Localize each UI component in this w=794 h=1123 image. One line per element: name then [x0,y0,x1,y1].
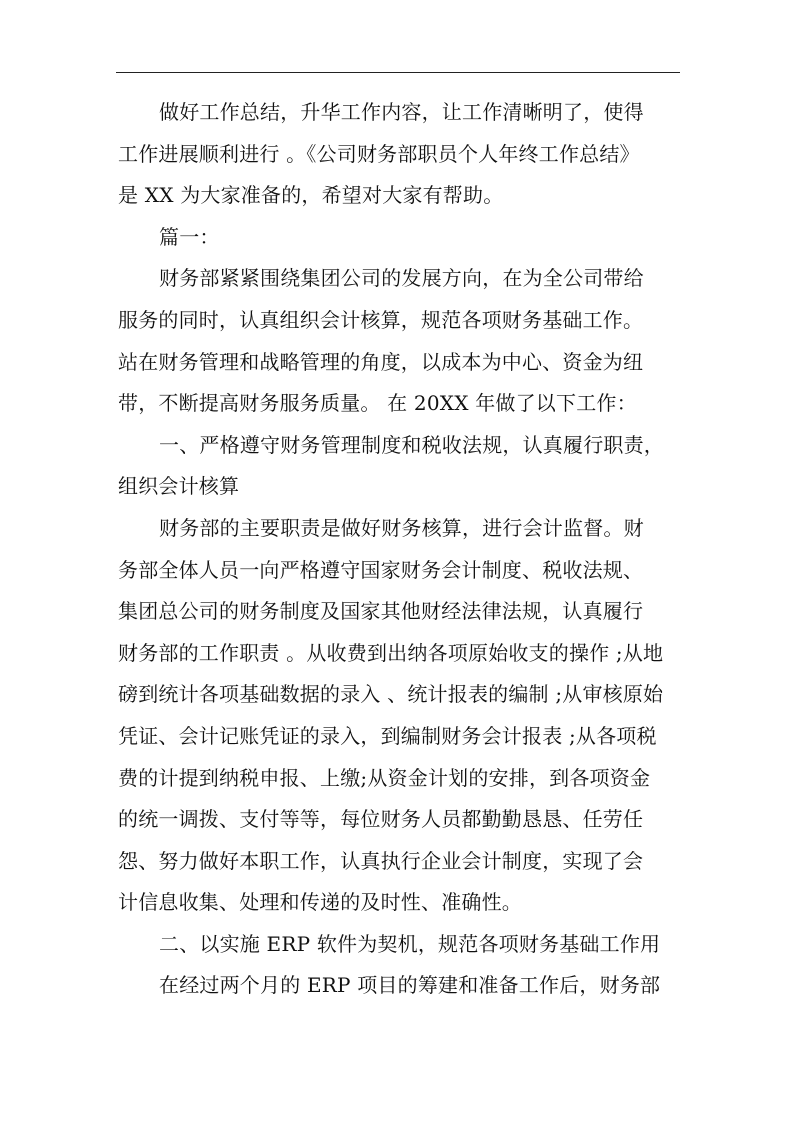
paragraph-line: 财务部的主要职责是做好财务核算，进行会计监督。财 [159,515,644,540]
paragraph-line: 怨、努力做好本职工作，认真执行企业会计制度，实现了会 [118,848,644,873]
document-body [118,92,682,1007]
paragraph-line: 凭证、会计记账凭证的录入，到编制财务会计报表 ;从各项税 [118,723,657,748]
paragraph-line: 服务的同时，认真组织会计核算，规范各项财务基础工作。 [118,307,644,332]
paragraph-line: 财务部的工作职责 。从收费到出纳各项原始收支的操作 ;从地 [118,640,664,665]
paragraph-line: 的统一调拨、支付等等，每位财务人员都勤勤恳恳、任劳任 [118,807,644,832]
paragraph-line: 做好工作总结，升华工作内容，让工作清晰明了，使得 [159,100,644,124]
section-label: 篇一： [159,224,220,249]
paragraph-line: 磅到统计各项基础数据的录入 、统计报表的编制 ;从审核原始 [118,682,664,707]
paragraph-line: 计信息收集、处理和传递的及时性、准确性。 [118,890,522,915]
paragraph-line: 费的计提到纳税申报、上缴;从资金计划的安排，到各项资金 [118,765,651,790]
paragraph-line: 带，不断提高财务服务质量。 在 20XX 年做了以下工作： [118,391,637,416]
paragraph-line: 集团总公司的财务制度及国家其他财经法律法规，认真履行 [118,599,644,624]
paragraph-line: 站在财务管理和战略管理的角度，以成本为中心、资金为纽 [118,349,644,374]
section-heading: 一、严格遵守财务管理制度和税收法规，认真履行职责， [159,432,664,457]
section-heading: 组织会计核算 [118,474,240,499]
paragraph-line: 务部全体人员一向严格遵守国家财务会计制度、税收法规、 [118,557,644,582]
paragraph-line: 是 XX 为大家准备的，希望对大家有帮助。 [118,183,504,208]
header-divider [116,72,680,73]
paragraph-line: 在经过两个月的 ERP 项目的筹建和准备工作后，财务部 [159,973,661,998]
section-heading: 二、以实施 ERP 软件为契机，规范各项财务基础工作用 [159,931,661,956]
paragraph-line: 工作进展顺利进行 。《公司财务部职员个人年终工作总结》 [118,141,640,166]
paragraph-line: 财务部紧紧围绕集团公司的发展方向，在为全公司带给 [159,266,644,291]
